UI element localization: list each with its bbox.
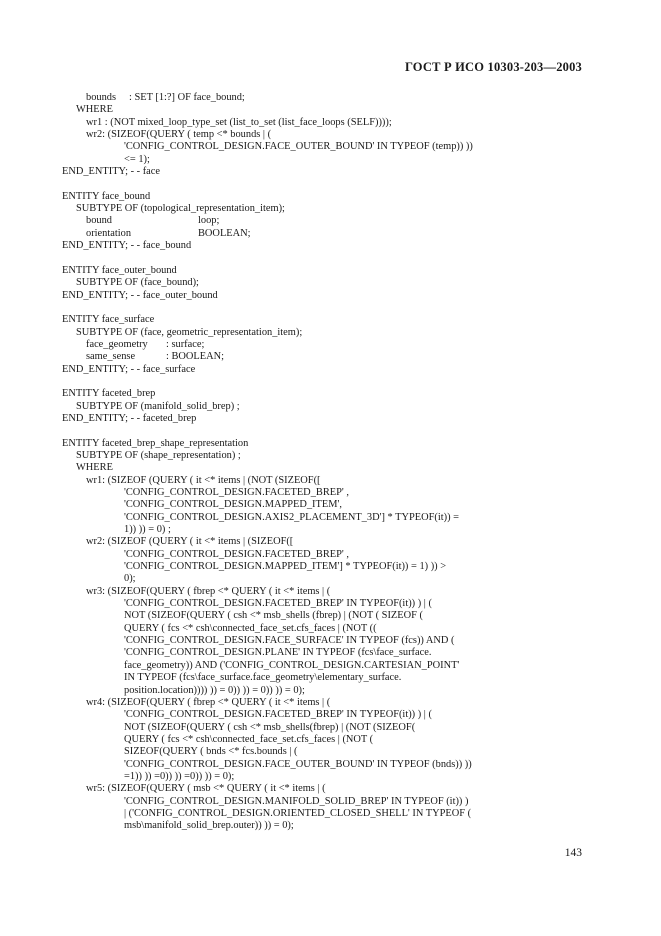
code-text: ENTITY face_bound [62,190,151,202]
code-text: QUERY ( fcs <* csh\connected_face_set.cfs_faces | (NOT (( [124,622,377,634]
document-header: ГОСТ Р ИСО 10303-203—2003 [404,60,582,74]
code-line [62,610,602,622]
code-line [62,586,602,598]
code-line [62,623,602,635]
code-text: wr1: (SIZEOF (QUERY ( it <* items | (NOT (SIZEOF([ [86,474,321,486]
code-line [62,722,602,734]
code-text: SIZEOF(QUERY ( bnds <* fcs.bounds | ( [124,746,298,758]
code-text: same_sense [86,351,136,363]
code-line [62,573,602,585]
code-text: 'CONFIG_CONTROL_DESIGN.FACETED_BREP' , [124,548,349,560]
code-text: | ('CONFIG_CONTROL_DESIGN.ORIENTED_CLOSED_SHELL' IN TYPEOF ( [124,807,472,819]
code-value: BOOLEAN; [198,227,251,239]
code-text: bounds : SET [1:?] OF face_bound; [86,92,245,103]
code-text: wr2: (SIZEOF (QUERY ( it <* items | (SIZEOF([ [86,536,294,548]
code-line [62,697,602,709]
code-line [62,820,602,832]
code-text: face_geometry)) AND ('CONFIG_CONTROL_DESIGN.CARTESIAN_POINT' [124,659,460,671]
code-line [62,339,602,351]
code-line [62,203,602,215]
code-line [62,808,602,820]
code-line [62,351,602,363]
code-line [62,240,602,252]
code-line [62,228,602,240]
code-text: orientation [86,227,132,239]
code-line [62,660,602,672]
code-text: 'CONFIG_CONTROL_DESIGN.AXIS2_PLACEMENT_3D'] * TYPEOF(it)) = [124,511,459,523]
code-line [62,536,602,548]
code-line [62,438,602,450]
code-line [62,154,602,166]
code-text: ENTITY face_surface [62,314,155,326]
code-line [62,685,602,697]
blank-line [62,425,602,437]
code-value: : BOOLEAN; [166,351,225,363]
code-text: SUBTYPE OF (face_bound); [76,277,199,289]
code-line [62,512,602,524]
code-line [62,524,602,536]
code-line [62,499,602,511]
code-line [62,290,602,302]
code-text: SUBTYPE OF (face, geometric_representation_item); [76,326,303,338]
code-text: END_ENTITY; - - face [62,166,160,178]
code-text: ENTITY faceted_brep [62,388,156,400]
code-line [62,129,602,141]
code-text: face_geometry [86,338,148,350]
code-line [62,92,602,104]
code-line [62,549,602,561]
code-line [62,796,602,808]
code-line [62,141,602,153]
code-text: END_ENTITY; - - face_bound [62,240,192,252]
code-line [62,277,602,289]
code-text: IN TYPEOF (fcs\face_surface.face_geometry\elementary_surface. [124,672,402,684]
code-line [62,327,602,339]
code-text: SUBTYPE OF (shape_representation) ; [76,449,241,461]
code-text: wr2: (SIZEOF(QUERY ( temp <* bounds | ( [86,129,272,141]
code-text: msb\manifold_solid_brep.outer)) )) = 0); [124,820,294,832]
code-text: =1)) )) =0)) )) =0)) )) = 0); [124,770,235,782]
code-value: loop; [198,215,220,227]
code-line [62,364,602,376]
code-line [62,709,602,721]
blank-line [62,302,602,314]
code-line [62,450,602,462]
code-text: wr1 : (NOT mixed_loop_type_set (list_to_set (list_face_loops (SELF)))); [86,116,392,128]
code-line [62,759,602,771]
code-line [62,487,602,499]
code-text: position.location)))) )) = 0)) )) = 0)) )) = 0); [124,684,305,696]
code-line [62,413,602,425]
code-text: SUBTYPE OF (manifold_solid_brep) ; [76,400,240,412]
code-text: wr4: (SIZEOF(QUERY ( fbrep <* QUERY ( it <* items | ( [86,696,331,708]
code-text: <= 1); [124,153,150,165]
code-line [62,746,602,758]
code-text: bound [86,215,112,227]
code-text: 'CONFIG_CONTROL_DESIGN.FACETED_BREP' IN TYPEOF(it)) ) | ( [124,709,432,721]
code-text: SUBTYPE OF (topological_representation_item); [76,203,285,215]
code-text: END_ENTITY; - - face_outer_bound [62,289,218,301]
code-text: NOT (SIZEOF(QUERY ( csh <* msb_shells(fbrep) | (NOT (SIZEOF( [124,721,416,733]
code-text: 'CONFIG_CONTROL_DESIGN.PLANE' IN TYPEOF (fcs\face_surface. [124,647,432,659]
code-text: ENTITY face_outer_bound [62,264,177,276]
code-text: wr3: (SIZEOF(QUERY ( fbrep <* QUERY ( it <* items | ( [86,585,331,597]
code-text: 'CONFIG_CONTROL_DESIGN.FACETED_BREP' , [124,487,349,498]
code-line [62,388,602,400]
code-line [62,314,602,326]
code-line [62,561,602,573]
code-line [62,672,602,684]
code-text: ENTITY faceted_brep_shape_representation [62,437,249,449]
code-text: 'CONFIG_CONTROL_DESIGN.FACETED_BREP' IN TYPEOF(it)) ) | ( [124,598,432,610]
code-text: 1)) )) = 0) ; [124,524,171,536]
code-listing [62,92,602,833]
code-text: WHERE [76,462,113,474]
code-text: QUERY ( fcs <* csh\connected_face_set.cfs_faces | (NOT ( [124,733,374,745]
code-line [62,635,602,647]
code-value: : surface; [166,338,205,350]
code-line [62,598,602,610]
code-line [62,265,602,277]
code-text: wr5: (SIZEOF(QUERY ( msb <* QUERY ( it <* items | ( [86,783,326,795]
code-text: 'CONFIG_CONTROL_DESIGN.MANIFOLD_SOLID_BREP' IN TYPEOF (it)) ) [124,795,469,807]
code-line [62,104,602,116]
code-text: NOT (SIZEOF(QUERY ( csh <* msb_shells (fbrep) | (NOT ( SIZEOF ( [124,610,423,622]
code-text: 'CONFIG_CONTROL_DESIGN.FACE_OUTER_BOUND' IN TYPEOF (bnds)) )) [124,758,472,770]
code-text: 'CONFIG_CONTROL_DESIGN.FACE_SURFACE' IN TYPEOF (fcs)) AND ( [124,635,455,647]
code-line [62,191,602,203]
code-text: 0); [124,573,136,585]
code-line [62,401,602,413]
code-line [62,475,602,487]
blank-line [62,252,602,264]
blank-line [62,178,602,190]
code-line [62,462,602,474]
code-text: END_ENTITY; - - faceted_brep [62,412,197,424]
code-text: 'CONFIG_CONTROL_DESIGN.FACE_OUTER_BOUND' IN TYPEOF (temp)) )) [124,141,473,153]
page-number: 143 [564,847,582,859]
code-line [62,771,602,783]
code-text: 'CONFIG_CONTROL_DESIGN.MAPPED_ITEM', [124,499,342,511]
code-text: END_ENTITY; - - face_surface [62,363,196,375]
code-line [62,783,602,795]
code-line [62,215,602,227]
blank-line [62,376,602,388]
code-line [62,166,602,178]
code-text: WHERE [76,104,113,116]
code-line [62,117,602,129]
code-line [62,734,602,746]
code-line [62,647,602,659]
code-text: 'CONFIG_CONTROL_DESIGN.MAPPED_ITEM'] * TYPEOF(it)) = 1) )) > [124,561,447,573]
